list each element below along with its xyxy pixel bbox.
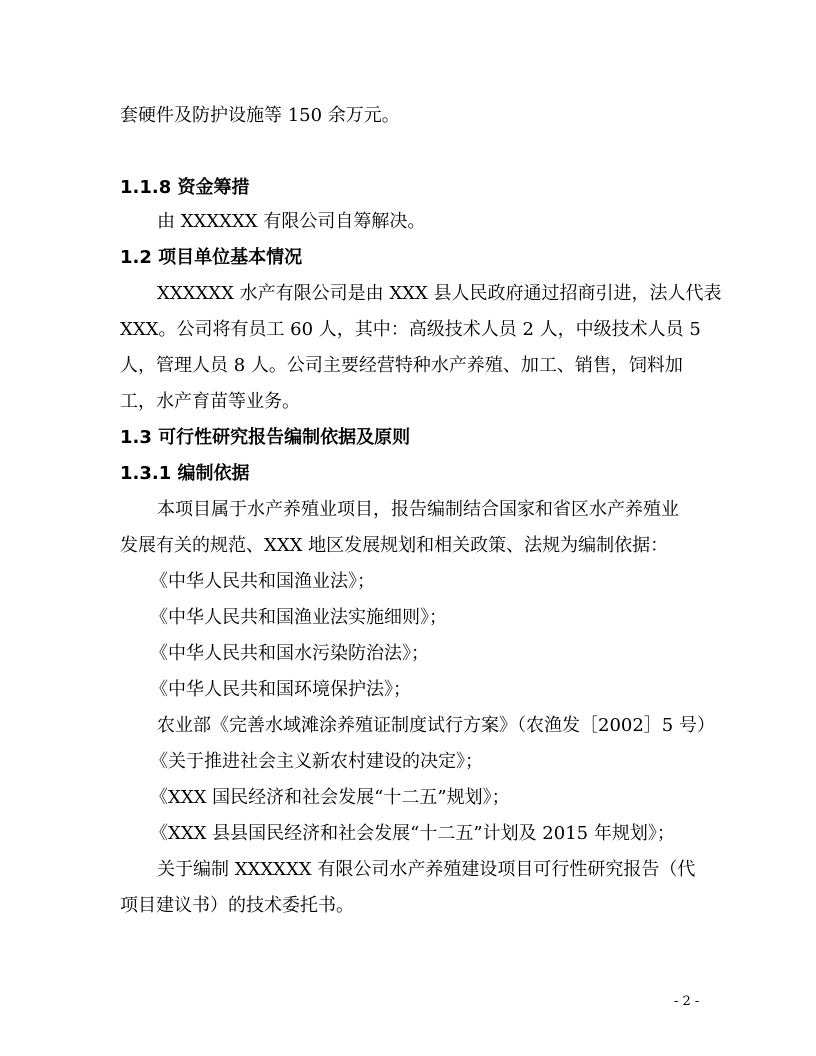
section-heading: 1.3 可行性研究报告编制依据及原则 <box>120 427 411 448</box>
body-text-line: 由 XXXXXX 有限公司自筹解决。 <box>157 211 426 232</box>
reference-item: 《XXX 县县国民经济和社会发展“十二五”计划及 2015 年规划》； <box>150 823 675 844</box>
reference-item: 《中华人民共和国环境保护法》； <box>150 679 411 700</box>
reference-item: 《中华人民共和国渔业法实施细则》； <box>150 607 447 628</box>
reference-item: 《中华人民共和国水污染防治法》； <box>150 643 429 664</box>
body-text-line: XXXXXX 水产有限公司是由 XXX 县人民政府通过招商引进，法人代表 <box>157 283 722 304</box>
body-text-line: 发展有关的规范、XXX 地区发展规划和相关政策、法规为编制依据： <box>120 535 669 556</box>
body-text-line: 关于编制 XXXXXX 有限公司水产养殖建设项目可行性研究报告（代 <box>157 859 696 880</box>
reference-item: 《关于推进社会主义新农村建设的决定》； <box>150 751 483 772</box>
body-text-line: 人，管理人员 8 人。公司主要经营特种水产养殖、加工、销售，饲料加 <box>120 355 683 376</box>
body-text-line: 项目建议书）的技术委托书。 <box>120 895 354 916</box>
reference-item: 《中华人民共和国渔业法》； <box>150 571 375 592</box>
body-text-line: 套硬件及防护设施等 150 余万元。 <box>120 105 400 126</box>
reference-item: 农业部《完善水域滩涂养殖证制度试行方案》（农渔发［2002］5 号） <box>157 715 715 736</box>
page-number: - 2 - <box>674 994 700 1009</box>
body-text-line: 工，水产育苗等业务。 <box>120 391 300 412</box>
section-heading: 1.1.8 资金筹措 <box>120 177 250 198</box>
section-heading: 1.3.1 编制依据 <box>120 463 250 484</box>
reference-item: 《XXX 国民经济和社会发展“十二五”规划》； <box>150 787 510 808</box>
body-text-line: 本项目属于水产养殖业项目，报告编制结合国家和省区水产养殖业 <box>157 499 679 520</box>
section-heading: 1.2 项目单位基本情况 <box>120 247 303 268</box>
body-text-line: XXX。公司将有员工 60 人，其中：高级技术人员 2 人，中级技术人员 5 <box>120 319 701 340</box>
